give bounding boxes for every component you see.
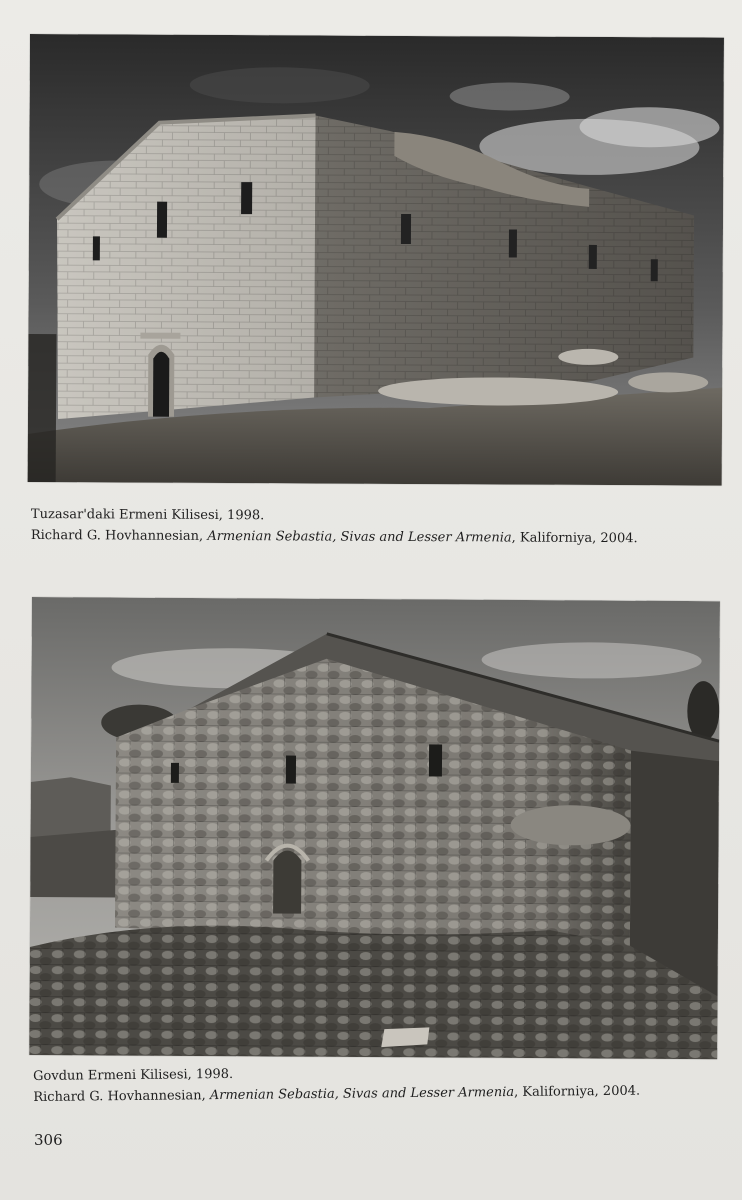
caption-figure-1 xyxy=(31,504,638,549)
caption-title: Tuzasar'daki Ermeni Kilisesi, 1998. xyxy=(30,506,265,524)
page-number: 306 xyxy=(34,1131,63,1149)
source-author: Richard G. Hovhannesian, xyxy=(33,1088,206,1105)
church-photo-govdun-image xyxy=(29,597,720,1059)
caption-figure-2 xyxy=(33,1060,640,1108)
source-book-title: Armenian Sebastia, Sivas and Lesser Armenia xyxy=(209,1084,515,1104)
source-author: Richard G. Hovhannesian, xyxy=(30,527,204,544)
church-photo-govdun xyxy=(29,597,720,1059)
source-place-year: , Kaliforniya, 2004. xyxy=(514,1083,641,1100)
source-book-title: Armenian Sebastia, Sivas and Lesser Armenia xyxy=(207,528,512,546)
source-place-year: , Kaliforniya, 2004. xyxy=(511,530,638,547)
church-photo-tuzasar xyxy=(28,34,724,486)
church-photo-tuzasar-image xyxy=(28,34,724,486)
caption-source xyxy=(31,525,638,549)
caption-title: Govdun Ermeni Kilisesi, 1998. xyxy=(33,1066,234,1084)
